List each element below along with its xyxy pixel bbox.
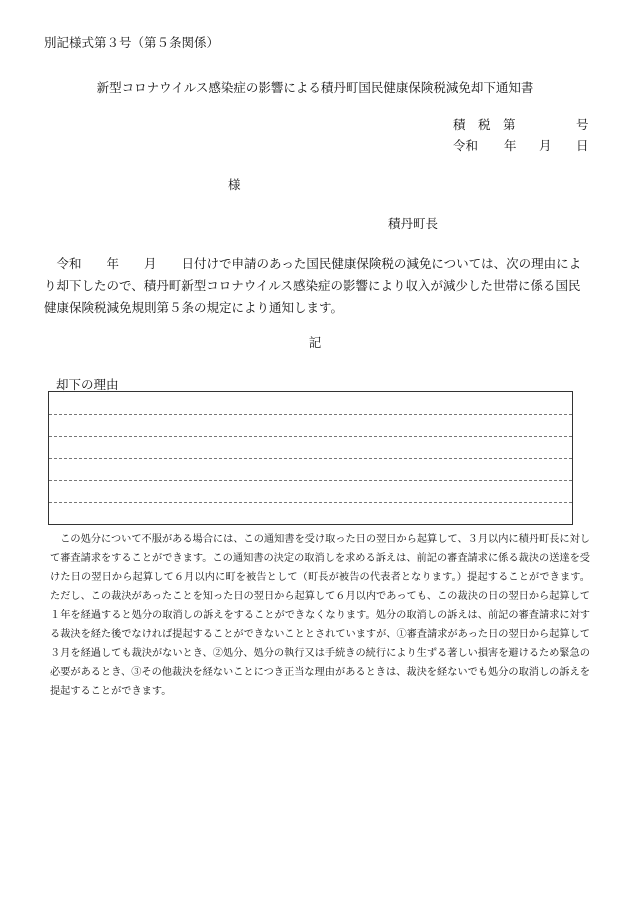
- doc-number-dai: 第: [503, 117, 516, 132]
- doc-number-go: 号: [576, 117, 589, 132]
- appeal-notice: この処分について不服がある場合には、この通知書を受け取った日の翌日から起算して、３月以内に積丹町長に対して審査請求をすることができます。この通知書の決定の取消しを求める訴えは、前記の審査請求に係る裁決の送達を受けた日の翌日から起算して６月以内に町を被告として（町長が被告の代表者となります。）提起することができます。ただし、この裁決があったことを知った日の翌日から起算して６月以内であっても、この裁決の日の翌日から起算して１年を経過すると処分の取消しの訴えをすることができなくなります。処分の取消しの訴えは、前記の審査請求に対する裁決を経た後でなければ提起することができないこととされていますが、①審査請求があった日の翌日から起算して３月を経過しても裁決がないとき、②処分、処分の執行又は手続きの続行により生ずる著しい損害を避けるため緊急の必要があるとき、③その他裁決を経ないことにつき正当な理由があるときは、裁決を経ないでも処分の取消しの訴えを提起することができます。: [50, 534, 590, 697]
- date-day: 日: [576, 138, 589, 153]
- date-month: 月: [539, 138, 552, 153]
- body-paragraph: 令和 年 月 日付けで申請のあった国民健康保険税の減免については、次の理由により却下したので、積丹町新型コロナウイルス感染症の影響により収入が減少した世帯に係る国民健康保険税減免規則第５条の規定により通知します。: [44, 256, 582, 315]
- form-number: 別記様式第３号（第５条関係）: [44, 35, 220, 50]
- reason-label: 却下の理由: [56, 377, 119, 392]
- document-title: 新型コロナウイルス感染症の影響による積丹町国民健康保険税減免却下通知書: [96, 80, 534, 95]
- addressee-sama: 様: [228, 177, 241, 192]
- reason-line: [49, 502, 572, 503]
- doc-number-zei: 税: [478, 117, 491, 132]
- reason-box[interactable]: [48, 391, 573, 525]
- reason-line: [49, 436, 572, 437]
- reason-line: [49, 414, 572, 415]
- date-year: 年: [504, 138, 517, 153]
- ki-heading: 記: [308, 335, 322, 350]
- date-era: 令和: [453, 138, 479, 153]
- sender-mayor: 積丹町長: [388, 216, 439, 231]
- reason-line: [49, 480, 572, 481]
- reason-line: [49, 458, 572, 459]
- doc-number-seki: 積: [453, 117, 466, 132]
